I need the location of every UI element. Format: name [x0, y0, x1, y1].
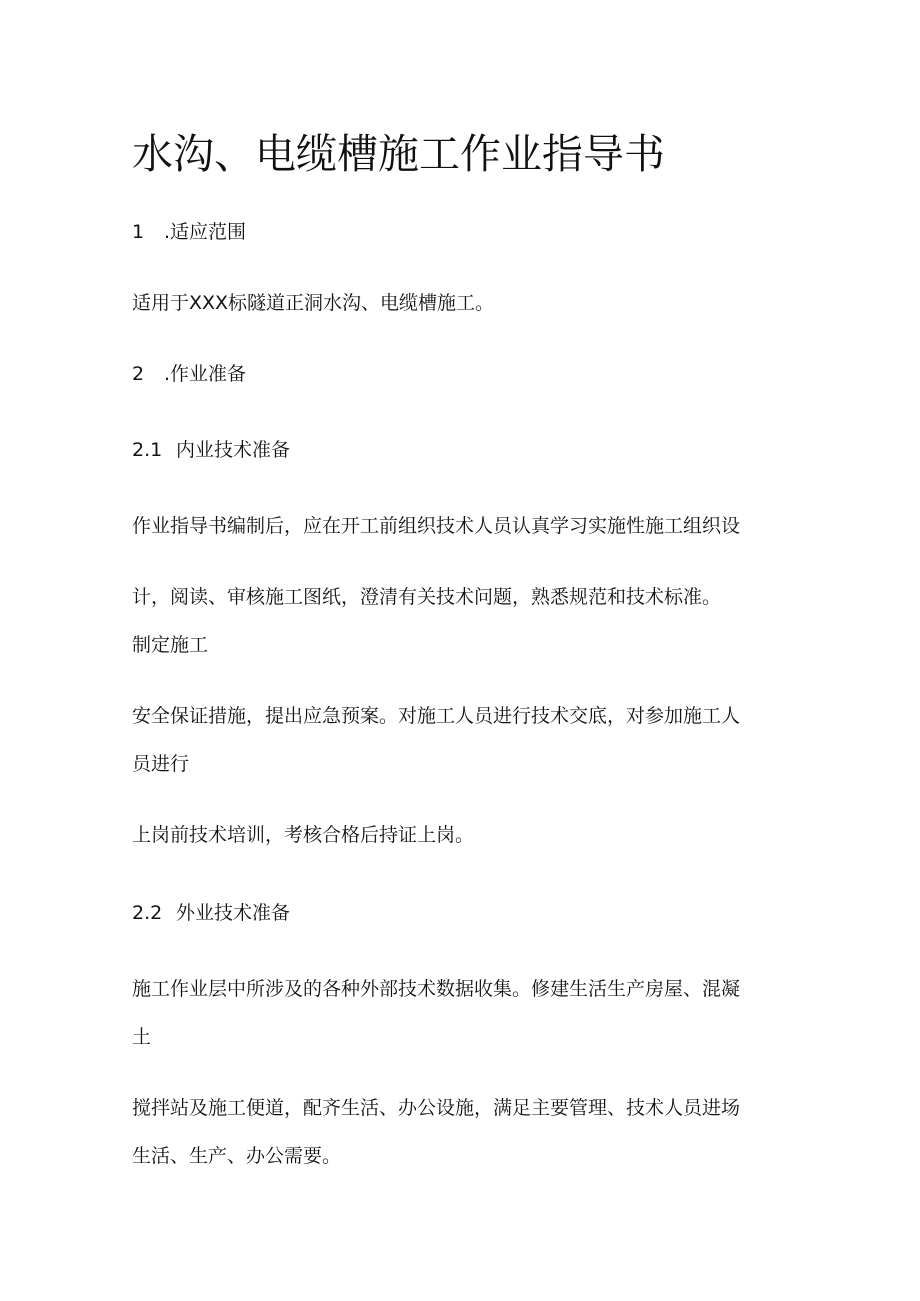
paragraph-line: 施工作业层中所涉及的各种外部技术数据收集。修建生活生产房屋、混凝	[132, 978, 741, 1000]
paragraph-line: 员进行	[132, 753, 190, 775]
paragraph-line: 作业指导书编制后，应在开工前组织技术人员认真学习实施性施工组织设	[132, 515, 741, 537]
paragraph-line: 生活、生产、办公需要。	[132, 1145, 342, 1167]
subsection-2-1-heading	[132, 436, 290, 464]
section-number: 2	[132, 363, 145, 385]
section-1-body: 适用于XXX标隧道正洞水沟、电缆槽施工。	[132, 292, 495, 314]
paragraph-line: 安全保证措施，提出应急预案。对施工人员进行技术交底，对参加施工人	[132, 705, 741, 727]
subsection-number: 2.1	[132, 439, 163, 461]
section-2-heading	[132, 360, 246, 388]
paragraph-line: 土	[132, 1026, 152, 1048]
subsection-heading-text: 内业技术准备	[176, 439, 291, 461]
subsection-heading-text: 外业技术准备	[176, 902, 291, 924]
document-title: 水沟、电缆槽施工作业指导书	[132, 130, 665, 178]
subsection-number: 2.2	[132, 902, 163, 924]
paragraph-line: 计，阅读、审核施工图纸，澄清有关技术问题，熟悉规范和技术标准。	[132, 586, 722, 608]
section-heading-text: .作业准备	[164, 363, 247, 385]
paragraph-line: 搅拌站及施工便道，配齐生活、办公设施，满足主要管理、技术人员进场	[132, 1097, 741, 1119]
subsection-2-2-heading	[132, 899, 290, 927]
paragraph-line: 制定施工	[132, 634, 209, 656]
paragraph-line: 上岗前技术培训，考核合格后持证上岗。	[132, 824, 475, 846]
section-number: 1	[132, 221, 145, 243]
section-1-heading	[132, 218, 246, 246]
section-heading-text: .适应范围	[164, 221, 247, 243]
